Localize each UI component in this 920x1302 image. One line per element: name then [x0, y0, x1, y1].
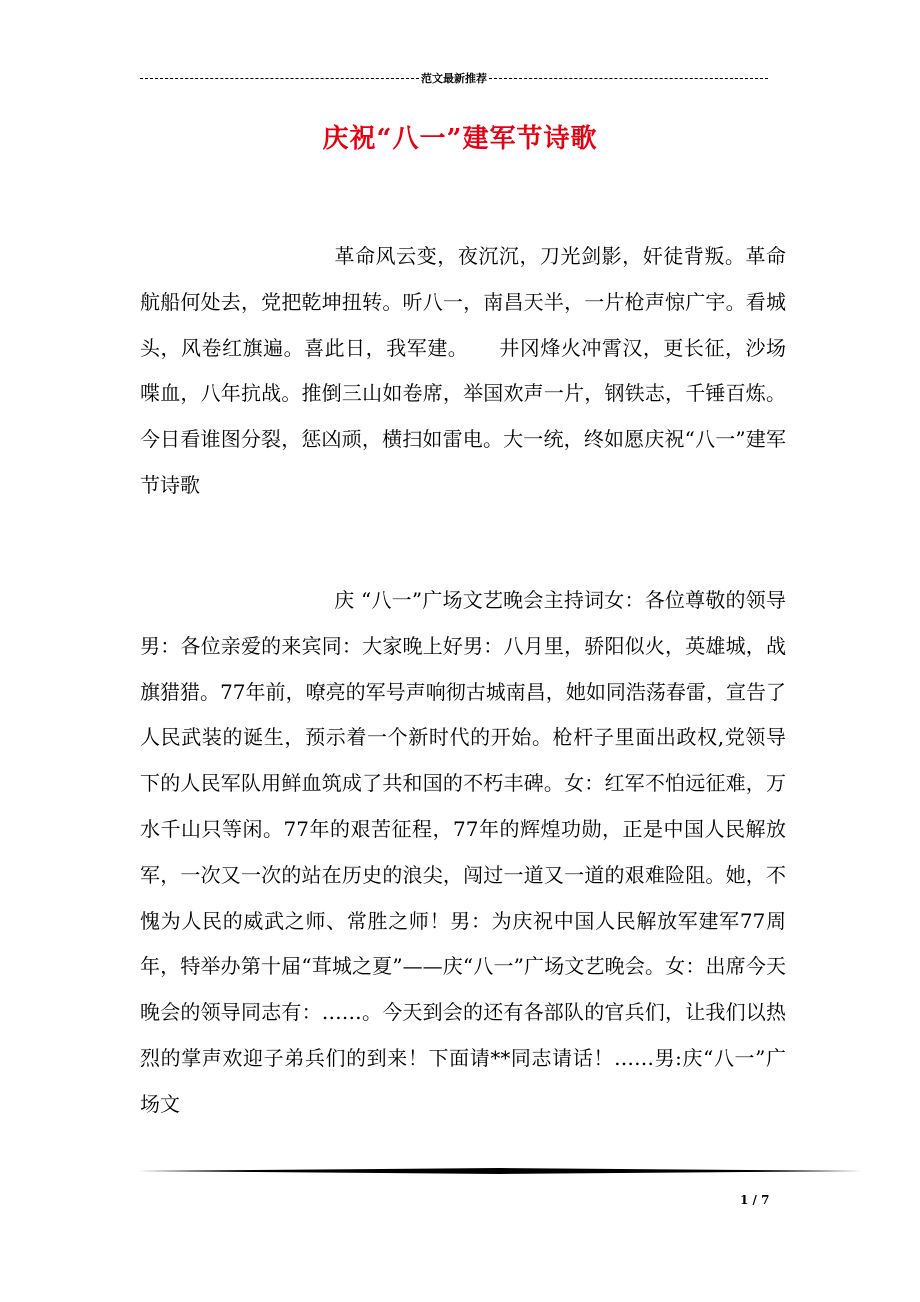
paragraph-1-text: 革命风云变，夜沉沉，刀光剑影，奸徒背叛。革命航船何处去，党把乾坤扭转。听八一，南昌天半，一片枪声惊广宇。看城头，风卷红旗遍。喜此日，我军建。 井冈烽火冲霄汉，更长征，沙场喋血，八年抗战。推倒三山如卷席，举国欢声一片，钢铁志，千锤百炼。今日看谁图分裂，惩凶顽，横扫如雷电。大一统，终如愿庆祝“八一”建军节诗歌 [140, 244, 786, 497]
header-dashes-right [489, 78, 768, 79]
page-number: 1 / 7 [740, 1193, 770, 1207]
paragraph-2-text: 庆 “八一”广场文艺晚会主持词女：各位尊敬的领导男：各位亲爱的来宾同：大家晚上好男：八月里，骄阳似火，英雄城，战旗猎猎。77年前，嘹亮的军号声响彻古城南昌，她如同浩荡春雷，宣告了人民武装的诞生，预示着一个新时代的开始。枪杆子里面出政权,党领导下的人民军队用鲜血筑成了共和国的不朽丰碑。女：红军不怕远征难，万水千山只等闲。77年的艰苦征程，77年的辉煌功勋，正是中国人民解放军，一次又一次的站在历史的浪尖，闯过一道又一道的艰难险阻。她，不愧为人民的威武之师、常胜之师！男：为庆祝中国人民解放军建军77周年，特举办第十届“茸城之夏”——庆“八一”广场文艺晚会。女：出席今天晚会的领导同志有：……。今天到会的还有各部队的官兵们，让我们以热烈的掌声欢迎子弟兵们的到来！下面请**同志请话！……男:庆“八一”广场文 [140, 588, 786, 1116]
paragraph-2 [140, 578, 786, 1128]
footer-rule [138, 1168, 862, 1174]
paragraph-1 [140, 234, 786, 509]
header-label: 范文最新推荐 [421, 72, 487, 85]
document-title: 庆祝“八一”建军节诗歌 [322, 124, 598, 154]
header-dashes-left [140, 78, 419, 79]
page-header [140, 70, 768, 86]
